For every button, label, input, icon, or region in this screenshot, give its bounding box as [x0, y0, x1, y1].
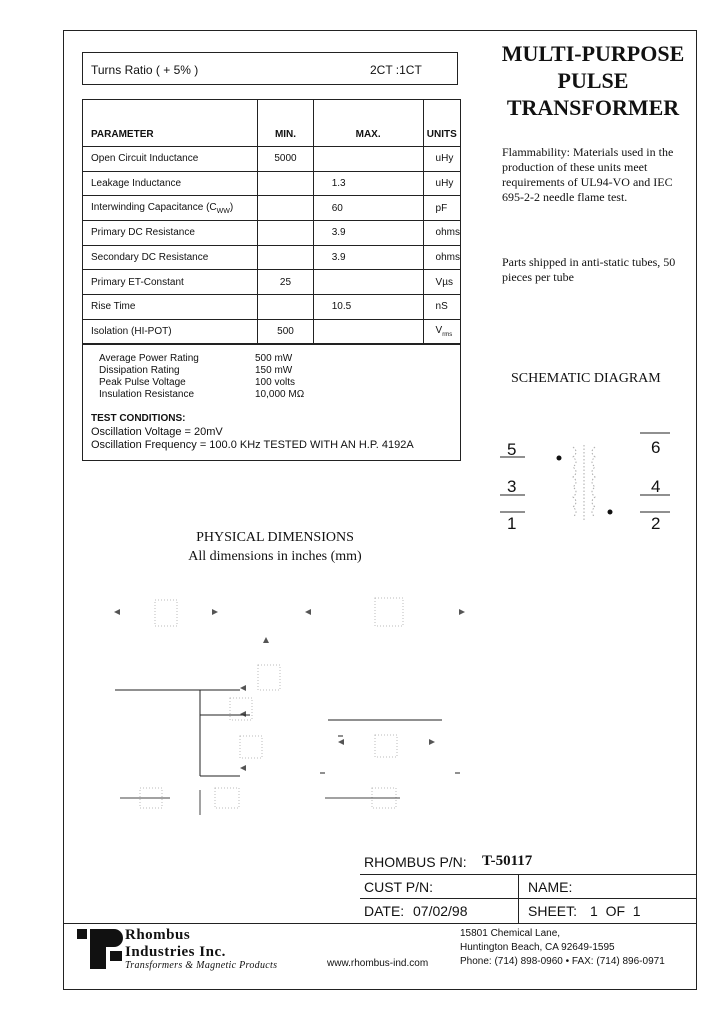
rating-row	[99, 365, 293, 376]
pin-3-label: 3	[507, 477, 517, 496]
header-min: MIN.	[258, 100, 313, 147]
company-website[interactable]: www.rhombus-ind.com	[327, 958, 429, 969]
cust-pn-label: CUST P/N:	[364, 879, 433, 895]
oscillation-voltage: Oscillation Voltage = 20mV	[91, 426, 223, 438]
dim-value-faint	[230, 698, 252, 720]
header-parameter: PARAMETER	[83, 100, 258, 147]
header-units: UNITS	[423, 100, 460, 147]
sheet-label: SHEET:	[528, 903, 578, 919]
spec-header-row	[83, 100, 461, 147]
title-line-1: MULTI-PURPOSE	[501, 41, 685, 66]
turns-ratio-box	[82, 52, 458, 85]
min-cell	[258, 196, 313, 221]
max-cell	[313, 319, 423, 344]
param-text: Interwinding Capacitance (C	[91, 201, 217, 213]
min-cell: 5000	[258, 147, 313, 172]
dim-arrow	[212, 609, 218, 615]
divider	[63, 923, 697, 924]
title-line-2: PULSE	[557, 68, 629, 93]
table-row	[83, 147, 461, 172]
rating-label: Average Power Rating	[99, 353, 199, 364]
pin-2-label: 2	[651, 514, 661, 533]
pin-1-label: 1	[507, 514, 517, 533]
address-line-1: 15801 Chemical Lane,	[460, 928, 561, 939]
dim-arrow	[240, 765, 246, 771]
name-label: NAME:	[528, 879, 573, 895]
pin-5-label: 5	[507, 440, 517, 459]
param-cell: Secondary DC Resistance	[83, 245, 258, 270]
flammability-note: Flammability: Materials used in the production of these units meet requirements of UL94-VO and IEC 695-2-2 needle flame test.	[502, 145, 674, 204]
dim-value-faint	[258, 665, 280, 690]
table-row	[83, 196, 461, 221]
oscillation-frequency: Oscillation Frequency = 100.0 KHz TESTED WITH AN H.P. 4192A	[91, 439, 414, 451]
turns-ratio-value: 2CT :1CT	[370, 63, 422, 77]
rating-value: 150 mW	[255, 365, 293, 376]
max-cell: 60	[313, 196, 423, 221]
table-row	[83, 245, 461, 270]
min-cell	[258, 221, 313, 246]
param-cell: Primary DC Resistance	[83, 221, 258, 246]
dim-arrow	[459, 609, 465, 615]
company-phone-fax: Phone: (714) 898-0960 • FAX: (714) 896-0971	[460, 956, 665, 967]
param-cell: Primary ET-Constant	[83, 270, 258, 295]
rhombus-logo-icon	[77, 927, 123, 971]
divider	[360, 874, 697, 875]
param-cell: Isolation (HI-POT)	[83, 319, 258, 344]
dim-arrow	[240, 685, 246, 691]
company-name-line-1: Rhombus	[125, 927, 191, 943]
max-cell	[313, 270, 423, 295]
divider	[360, 898, 697, 899]
title-line-3: TRANSFORMER	[506, 95, 680, 120]
param-cell: Open Circuit Inductance	[83, 147, 258, 172]
units-cell: nS	[423, 295, 460, 320]
table-row	[83, 221, 461, 246]
dim-value-faint	[375, 598, 403, 626]
physical-dimensions-drawing	[100, 590, 480, 830]
param-cell: Leakage Inductance	[83, 171, 258, 196]
param-end: )	[229, 201, 234, 213]
dim-arrow	[240, 711, 246, 717]
shipping-note: Parts shipped in anti-static tubes, 50 pieces per tube	[502, 255, 676, 284]
param-cell: Rise Time	[83, 295, 258, 320]
units-cell: uHy	[423, 171, 460, 196]
min-cell: 500	[258, 319, 313, 344]
rating-label: Dissipation Rating	[99, 365, 180, 376]
company-name-line-2: Industries Inc.	[125, 944, 226, 960]
max-cell	[313, 147, 423, 172]
rating-value: 100 volts	[255, 377, 296, 388]
polarity-dot-secondary	[608, 510, 613, 515]
rating-value: 500 mW	[255, 353, 293, 364]
rating-row	[99, 389, 305, 400]
rating-row	[99, 377, 296, 388]
table-row	[83, 171, 461, 196]
company-name	[125, 927, 226, 961]
units-subscript: rms	[442, 332, 453, 339]
pin-4-label: 4	[651, 477, 661, 496]
param-subscript: WW	[216, 207, 230, 215]
max-cell: 10.5	[313, 295, 423, 320]
min-cell	[258, 295, 313, 320]
dim-arrow	[114, 609, 120, 615]
units-cell: ohms	[423, 221, 460, 246]
schematic-title: SCHEMATIC DIAGRAM	[511, 371, 661, 386]
table-row	[83, 270, 461, 295]
header-max: MAX.	[313, 100, 423, 147]
page-title	[498, 40, 688, 121]
polarity-dot-primary	[557, 456, 562, 461]
dim-arrow	[263, 637, 269, 643]
min-cell	[258, 245, 313, 270]
table-row	[83, 295, 461, 320]
rating-label: Insulation Resistance	[99, 389, 195, 400]
sheet-value: 1 OF 1	[590, 903, 641, 919]
spec-table	[82, 99, 461, 345]
dim-arrow	[429, 739, 435, 745]
primary-winding	[573, 447, 576, 517]
dim-arrow	[305, 609, 311, 615]
table-row	[83, 319, 461, 344]
address-line-2: Huntington Beach, CA 92649-1595	[460, 942, 615, 953]
rhombus-pn-label: RHOMBUS P/N:	[364, 854, 467, 870]
ratings-box	[82, 343, 461, 461]
physical-dimensions-title	[170, 528, 380, 566]
dim-arrow	[338, 739, 344, 745]
dim-value-faint	[155, 600, 177, 626]
physical-title: PHYSICAL DIMENSIONS	[196, 530, 354, 545]
max-cell: 3.9	[313, 245, 423, 270]
divider	[518, 874, 519, 924]
physical-subtitle: All dimensions in inches (mm)	[188, 549, 362, 564]
test-conditions-heading: TEST CONDITIONS:	[91, 413, 186, 424]
schematic-diagram	[495, 405, 695, 550]
rating-value: 10,000 MΩ	[255, 389, 305, 400]
turns-ratio-label: Turns Ratio ( + 5% )	[91, 63, 199, 77]
min-cell	[258, 171, 313, 196]
dim-value-faint	[375, 735, 397, 757]
units-cell	[423, 319, 460, 344]
date-label: DATE:	[364, 903, 405, 919]
rating-label: Peak Pulse Voltage	[99, 377, 186, 388]
secondary-winding	[592, 447, 595, 517]
units-cell: ohms	[423, 245, 460, 270]
param-cell	[83, 196, 258, 221]
units-cell: pF	[423, 196, 460, 221]
rhombus-pn-value: T-50117	[482, 853, 533, 869]
units-text: V	[435, 325, 443, 337]
date-value: 07/02/98	[413, 903, 468, 919]
rating-row	[99, 353, 293, 364]
dim-value-faint	[240, 736, 262, 758]
units-cell: Vµs	[423, 270, 460, 295]
units-cell: uHy	[423, 147, 460, 172]
max-cell: 1.3	[313, 171, 423, 196]
pin-6-label: 6	[651, 438, 661, 457]
max-cell: 3.9	[313, 221, 423, 246]
dim-value-faint	[215, 788, 239, 808]
min-cell: 25	[258, 270, 313, 295]
company-tagline: Transformers & Magnetic Products	[125, 960, 278, 971]
